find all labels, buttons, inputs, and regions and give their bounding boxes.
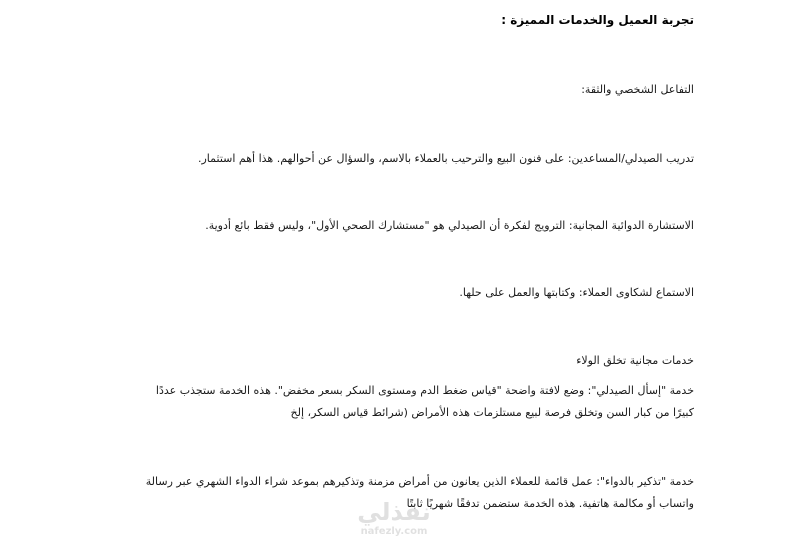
list-item: تدريب الصيدلي/المساعدين: على فنون البيع والترحيب بالعملاء بالاسم، والسؤال عن أحوالهم. هذا أهم استثمار. (198, 152, 694, 165)
free-services-title: خدمات مجانية تخلق الولاء (576, 354, 694, 367)
section-label: التفاعل الشخصي والثقة: (581, 83, 694, 96)
service-2-line-1: خدمة "تذكير بالدواء": عمل قائمة للعملاء الذين يعانون من أمراض مزمنة وتذكيرهم بموعد شراء الدواء الشهري عبر رسالة (145, 475, 694, 488)
watermark-logo: نفذلي (357, 498, 431, 526)
list-item: الاستشارة الدوائية المجانية: الترويج لفكرة أن الصيدلي هو "مستشارك الصحي الأول"، وليس فقط بائع أدوية. (205, 219, 694, 232)
service-1-line-2: كبيرًا من كبار السن وتخلق فرصة لبيع مستلزمات هذه الأمراض (شرائط قياس السكر، إلخ (290, 406, 694, 419)
document-heading: تجربة العميل والخدمات المميزة : (501, 13, 694, 27)
service-2-line-2: واتساب أو مكالمة هاتفية. هذه الخدمة ستضمن تدفقًا شهريًا ثابتًا (406, 497, 694, 510)
list-item: الاستماع لشكاوى العملاء: وكتابتها والعمل على حلها. (459, 286, 694, 299)
service-1-line-1: خدمة "إسأل الصيدلي": وضع لافتة واضحة "قياس ضغط الدم ومستوى السكر بسعر مخفض". هذه الخدمة ستجذب عددًا (155, 384, 694, 397)
watermark-domain: nafezly.com (360, 526, 428, 537)
